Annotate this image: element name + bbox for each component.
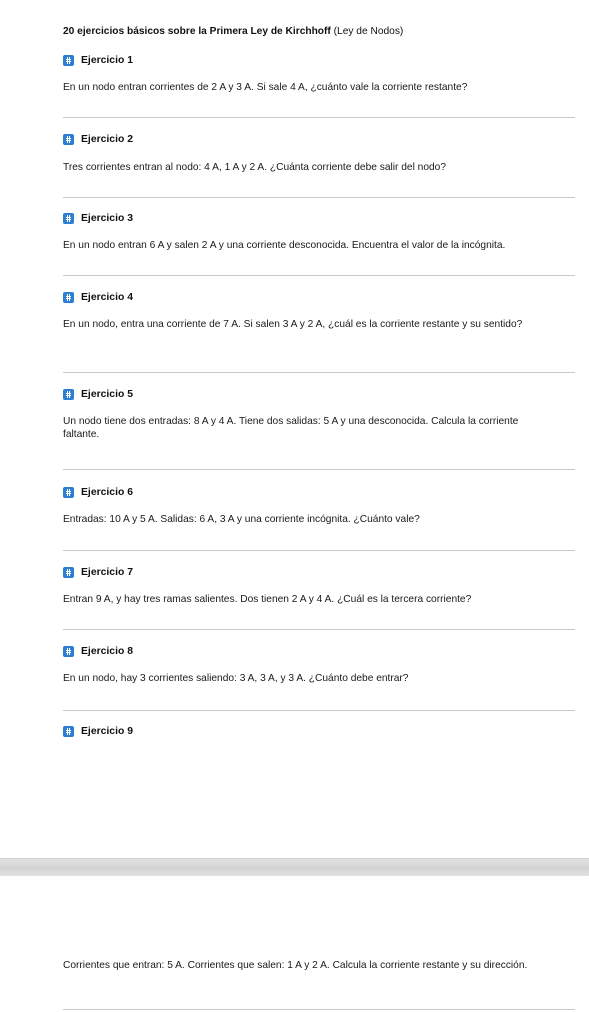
input-numbers-icon bbox=[63, 55, 74, 66]
divider bbox=[63, 117, 575, 118]
exercise-heading-label: Ejercicio 5 bbox=[81, 389, 133, 400]
divider bbox=[63, 275, 575, 276]
exercise-heading bbox=[63, 389, 133, 400]
divider bbox=[63, 1009, 575, 1010]
exercise-heading bbox=[63, 487, 133, 498]
divider bbox=[63, 550, 575, 551]
input-numbers-icon bbox=[63, 487, 74, 498]
exercise-heading-label: Ejercicio 7 bbox=[81, 567, 133, 578]
exercise-text: En un nodo entran 6 A y salen 2 A y una corriente desconocida. Encuentra el valor de la incógnita. bbox=[63, 240, 506, 251]
exercise-text: Un nodo tiene dos entradas: 8 A y 4 A. Tiene dos salidas: 5 A y una desconocida. Calcula la corriente faltante. bbox=[63, 416, 519, 440]
input-numbers-icon bbox=[63, 646, 74, 657]
exercise-heading bbox=[63, 726, 133, 737]
exercise-heading-label: Ejercicio 4 bbox=[81, 292, 133, 303]
exercise-heading bbox=[63, 213, 133, 224]
divider bbox=[63, 629, 575, 630]
exercise-text: Tres corrientes entran al nodo: 4 A, 1 A y 2 A. ¿Cuánta corriente debe salir del nodo? bbox=[63, 162, 447, 173]
exercise-heading bbox=[63, 55, 133, 66]
exercise-heading bbox=[63, 567, 133, 578]
divider bbox=[63, 710, 575, 711]
exercise-heading bbox=[63, 292, 133, 303]
title-bold: 20 ejercicios básicos sobre la Primera Ley de Kirchhoff bbox=[63, 26, 331, 37]
exercise-heading-label: Ejercicio 3 bbox=[81, 213, 133, 224]
divider bbox=[63, 372, 575, 373]
title-suffix: (Ley de Nodos) bbox=[330, 26, 404, 37]
exercise-heading-label: Ejercicio 1 bbox=[81, 55, 133, 66]
exercise-heading bbox=[63, 646, 133, 657]
input-numbers-icon bbox=[63, 389, 74, 400]
document-page-2 bbox=[0, 876, 589, 1012]
input-numbers-icon bbox=[63, 567, 74, 578]
input-numbers-icon bbox=[63, 292, 74, 303]
page-break bbox=[0, 858, 589, 878]
divider bbox=[63, 197, 575, 198]
exercise-heading-label: Ejercicio 6 bbox=[81, 487, 133, 498]
exercise-text: En un nodo, hay 3 corrientes saliendo: 3 A, 3 A, y 3 A. ¿Cuánto debe entrar? bbox=[63, 673, 409, 684]
exercise-heading-label: Ejercicio 2 bbox=[81, 134, 133, 145]
exercise-text: En un nodo, entra una corriente de 7 A. Si salen 3 A y 2 A, ¿cuál es la corriente restante y su sentido? bbox=[63, 319, 523, 330]
input-numbers-icon bbox=[63, 726, 74, 737]
page-title bbox=[63, 26, 403, 37]
input-numbers-icon bbox=[63, 213, 74, 224]
divider bbox=[63, 469, 575, 470]
exercise-text: Entradas: 10 A y 5 A. Salidas: 6 A, 3 A y una corriente incógnita. ¿Cuánto vale? bbox=[63, 514, 420, 525]
exercise-heading bbox=[63, 134, 133, 145]
exercise-text: Entran 9 A, y hay tres ramas salientes. Dos tienen 2 A y 4 A. ¿Cuál es la tercera corriente? bbox=[63, 594, 472, 605]
exercise-text: En un nodo entran corrientes de 2 A y 3 A. Si sale 4 A, ¿cuánto vale la corriente restante? bbox=[63, 82, 468, 93]
exercise-heading-label: Ejercicio 8 bbox=[81, 646, 133, 657]
exercise-text: Corrientes que entran: 5 A. Corrientes que salen: 1 A y 2 A. Calcula la corriente restante y su dirección. bbox=[63, 960, 528, 971]
exercise-heading-label: Ejercicio 9 bbox=[81, 726, 133, 737]
input-numbers-icon bbox=[63, 134, 74, 145]
